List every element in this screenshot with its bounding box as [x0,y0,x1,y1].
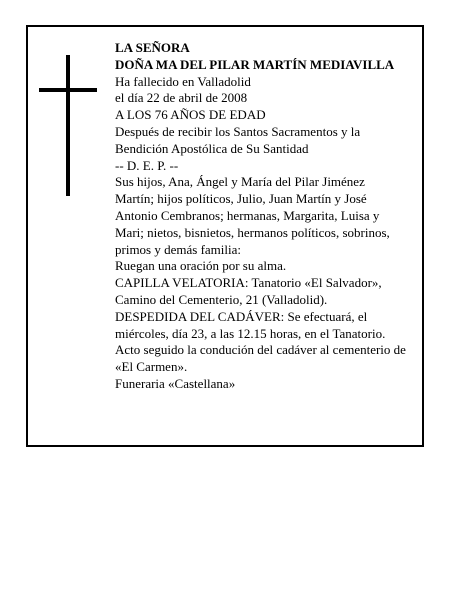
notice-line: Antonio Cembranos; hermanas, Margarita, Luisa y [115,207,380,223]
notice-line: Sus hijos, Ana, Ángel y María del Pilar Jiménez [115,174,365,190]
cross-vertical-bar [66,55,70,196]
notice-text [115,40,421,393]
notice-line: Camino del Cementerio, 21 (Valladolid). [115,291,328,307]
cross-horizontal-bar [39,88,97,92]
notice-line: el día 22 de abril de 2008 [115,90,248,106]
obituary-notice [26,25,424,447]
notice-line: LA SEÑORA [115,40,190,55]
notice-line: primos y demás familia: [115,241,242,257]
notice-line: DOÑA MA DEL PILAR MARTÍN MEDIAVILLA [115,56,395,72]
notice-line: Mari; nietos, bisnietos, hermanos políticos, sobrinos, [115,224,390,240]
notice-line: Bendición Apostólica de Su Santidad [115,140,309,156]
notice-line: DESPEDIDA DEL CADÁVER: Se efectuará, el [115,308,368,324]
notice-line: Funeraria «Castellana» [115,375,236,391]
notice-line: CAPILLA VELATORIA: Tanatorio «El Salvador», [115,275,382,291]
notice-line: Martín; hijos políticos, Julio, Juan Martín y José [115,191,367,207]
notice-line: -- D. E. P. -- [115,157,179,173]
notice-line: «El Carmen». [115,359,188,375]
notice-line: Ruegan una oración por su alma. [115,258,287,274]
notice-line: miércoles, día 23, a las 12.15 horas, en el Tanatorio. [115,325,386,341]
notice-line: A LOS 76 AÑOS DE EDAD [115,107,266,123]
notice-line: Ha fallecido en Valladolid [115,73,251,89]
notice-line: Después de recibir los Santos Sacramentos y la [115,123,361,139]
notice-line: Acto seguido la condución del cadáver al cementerio de [115,342,406,358]
